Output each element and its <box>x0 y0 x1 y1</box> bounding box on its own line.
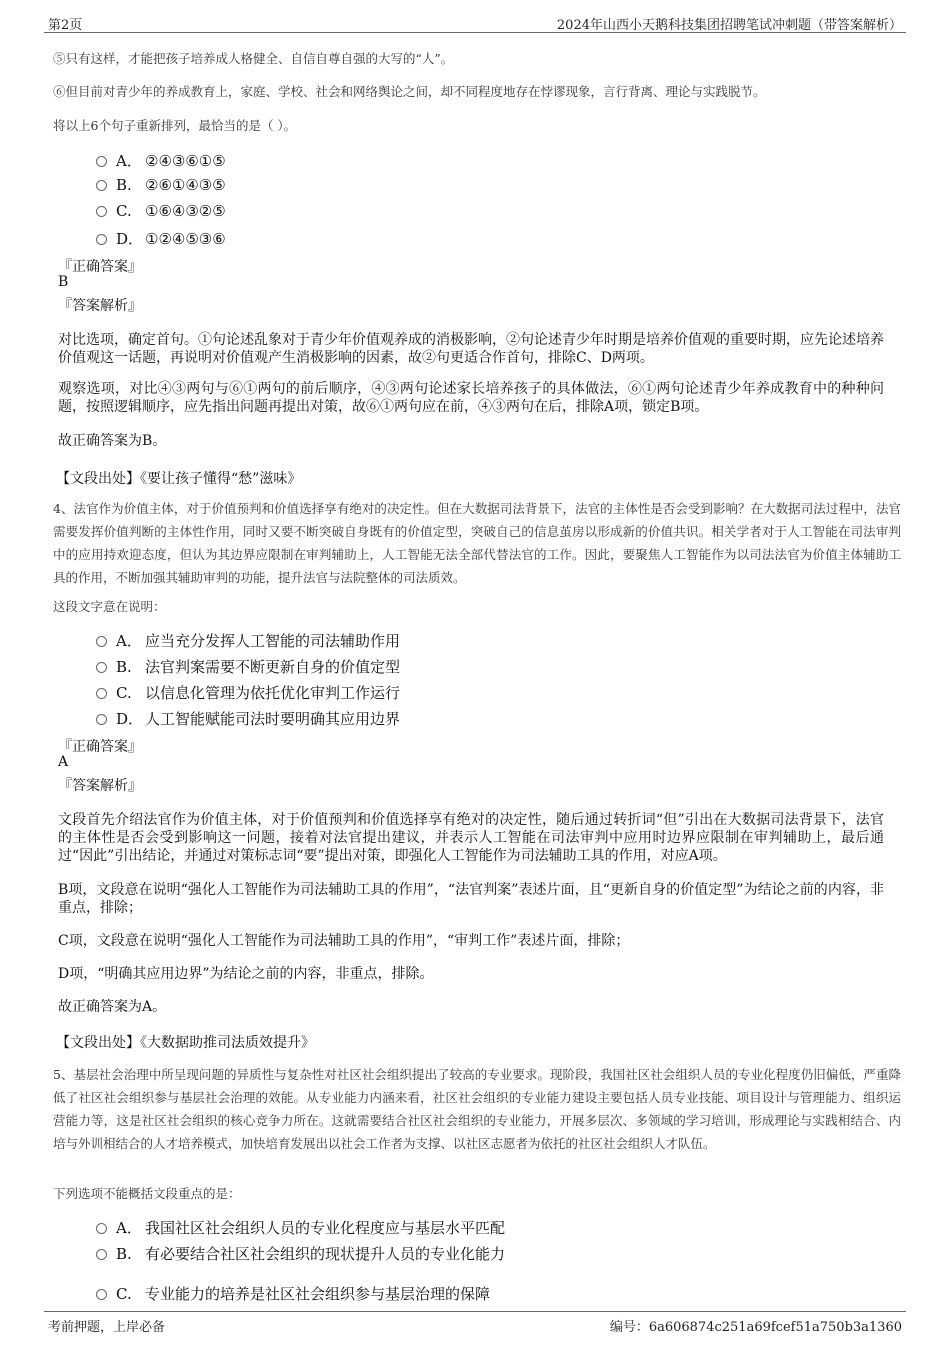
page-footer <box>44 1311 906 1334</box>
q3-analysis-para-1: 对比选项，确定首句。①句论述乱象对于青少年价值观养成的消极影响，②句论述青少年时期是培养价值观的重要时期，应先论述培养价值观这一话题，再说明对价值观产生消极影响的因素，故②句更适合作首句，排除C、D两项。 <box>58 332 884 366</box>
q5-option-a[interactable]: A． 我国社区社会组织人员的专业化程度应与基层水平匹配 <box>96 1217 505 1238</box>
radio-icon[interactable] <box>96 234 107 245</box>
q3-analysis-para-2: 观察选项，对比④③两句与⑥①两句的前后顺序，④③两句论述家长培养孩子的具体做法，⑥①两句论述青少年养成教育中的种种问题，按照逻辑顺序，应先指出问题再提出对策，故⑥①两句应在前，④③两句在后，排除A项，锁定B项。 <box>58 381 884 415</box>
page-header <box>44 12 906 33</box>
q3-option-d[interactable]: D． ①②④⑤③⑥ <box>96 228 226 249</box>
radio-icon[interactable] <box>96 1289 107 1300</box>
q3-analysis-para-3: 故正确答案为B。 <box>58 433 167 449</box>
radio-icon[interactable] <box>96 180 107 191</box>
radio-icon[interactable] <box>96 1223 107 1234</box>
radio-icon[interactable] <box>96 688 107 699</box>
q5-stem: 5、基层社会治理中所呈现问题的异质性与复杂性对社区社会组织提出了较高的专业要求。现阶段，我国社区社会组织人员的专业化程度仍旧偏低，严重降低了社区社会组织参与基层社会治理的效能。从专业能力内涵来看，社区社会组织的专业能力建设主要包括人员专业技能、项目设计与管理能力、组织运营能力等，这是社区社会组织的核心竞争力所在。这就需要结合社区社会组织的专业能力，开展多层次、多领域的学习培训，形成理论与实践相结合、内培与外训相结合的人才培养模式，加快培育发展出以社会工作者为支撑、以社区志愿者为依托的社区社会组织人才队伍。 <box>53 1067 901 1151</box>
q4-analysis-para-5: 故正确答案为A。 <box>58 999 167 1015</box>
q4-analysis-para-2: B项，文段意在说明“强化人工智能作为司法辅助工具的作用”，“法官判案”表述片面，且“更新自身的价值定型”为结论之前的内容，非重点，排除； <box>58 882 884 916</box>
q3-option-a[interactable]: A． ②④③⑥①⑤ <box>96 150 226 171</box>
q4-option-b[interactable]: B. 法官判案需要不断更新自身的价值定型 <box>96 656 400 677</box>
q3-option-c[interactable]: C. ①⑥④③②⑤ <box>96 202 226 220</box>
q4-analysis-para-4: D项，“明确其应用边界”为结论之前的内容，非重点，排除。 <box>58 966 434 982</box>
radio-icon[interactable] <box>96 156 107 167</box>
q4-option-a[interactable]: A． 应当充分发挥人工智能的司法辅助作用 <box>96 630 400 651</box>
q4-option-c[interactable]: C. 以信息化管理为依托优化审判工作运行 <box>96 682 400 703</box>
q4-option-d[interactable]: D． 人工智能赋能司法时要明确其应用边界 <box>96 708 400 729</box>
q3-answer-label: 『正确答案』 <box>58 259 142 275</box>
q3-sentence-5: ⑤只有这样，才能把孩子培养成人格健全、自信自尊自强的大写的“人”。 <box>53 51 454 66</box>
radio-icon[interactable] <box>96 714 107 725</box>
document-code: 编号：6a606874c251a69fcef51a750b3a1360 <box>609 1320 902 1335</box>
q3-source: 【文段出处】《要让孩子懂得“愁”滋味》 <box>56 471 302 487</box>
footer-slogan: 考前押题，上岸必备 <box>48 1320 166 1335</box>
q4-analysis-para-3: C项，文段意在说明“强化人工智能作为司法辅助工具的作用”，“审判工作”表述片面，排除； <box>58 933 630 949</box>
page-number: 第2页 <box>48 18 83 33</box>
q3-prompt: 将以上6个句子重新排列，最恰当的是（ ）。 <box>53 118 297 133</box>
q5-option-b[interactable]: B. 有必要结合社区社会组织的现状提升人员的专业化能力 <box>96 1243 505 1264</box>
radio-icon[interactable] <box>96 206 107 217</box>
q4-answer: A <box>58 754 69 770</box>
radio-icon[interactable] <box>96 662 107 673</box>
q5-option-c[interactable]: C. 专业能力的培养是社区社会组织参与基层治理的保障 <box>96 1283 490 1304</box>
q4-source: 【文段出处】《大数据助推司法质效提升》 <box>56 1035 315 1051</box>
document-title: 2024年山西小天鹅科技集团招聘笔试冲刺题（带答案解析） <box>556 18 902 33</box>
q3-sentence-6: ⑥但目前对青少年的养成教育上，家庭、学校、社会和网络舆论之间，却不同程度地存在悖谬现象，言行背离、理论与实践脱节。 <box>53 84 766 99</box>
q4-prompt: 这段文字意在说明： <box>53 599 166 614</box>
q4-answer-label: 『正确答案』 <box>58 739 142 755</box>
q3-analysis-label: 『答案解析』 <box>58 298 142 314</box>
q5-prompt: 下列选项不能概括文段重点的是： <box>53 1186 241 1201</box>
q3-option-b[interactable]: B. ②⑥①④③⑤ <box>96 176 226 194</box>
radio-icon[interactable] <box>96 1249 107 1260</box>
q4-analysis-para-1: 文段首先介绍法官作为价值主体，对于价值预判和价值选择享有绝对的决定性，随后通过转折词“但”引出在大数据司法背景下，法官的主体性是否会受到影响这一问题，接着对法官提出建议，并表示人工智能在司法审判中应用时边界应限制在审判辅助上，最后通过“因此”引出结论，并通过对策标志词“要”提出对策，即强化人工智能作为司法辅助工具的作用，对应A项。 <box>58 812 884 864</box>
q3-answer: B <box>58 274 69 290</box>
q4-analysis-label: 『答案解析』 <box>58 778 142 794</box>
q4-stem: 4、法官作为价值主体，对于价值预判和价值选择享有绝对的决定性。但在大数据司法背景下，法官的主体性是否会受到影响？在大数据司法过程中，法官需要发挥价值判断的主体性作用，同时又要不断突破自身既有的价值定型，突破自己的信息茧房以形成新的价值共识。相关学者对于人工智能在司法审判中的应用持欢迎态度，但认为其边界应限制在审判辅助上，人工智能无法全部代替法官的工作。因此，要聚焦人工智能作为以司法法官为价值主体辅助工具的作用，不断加强其辅助审判的功能，提升法官与法院整体的司法质效。 <box>53 501 901 585</box>
radio-icon[interactable] <box>96 636 107 647</box>
